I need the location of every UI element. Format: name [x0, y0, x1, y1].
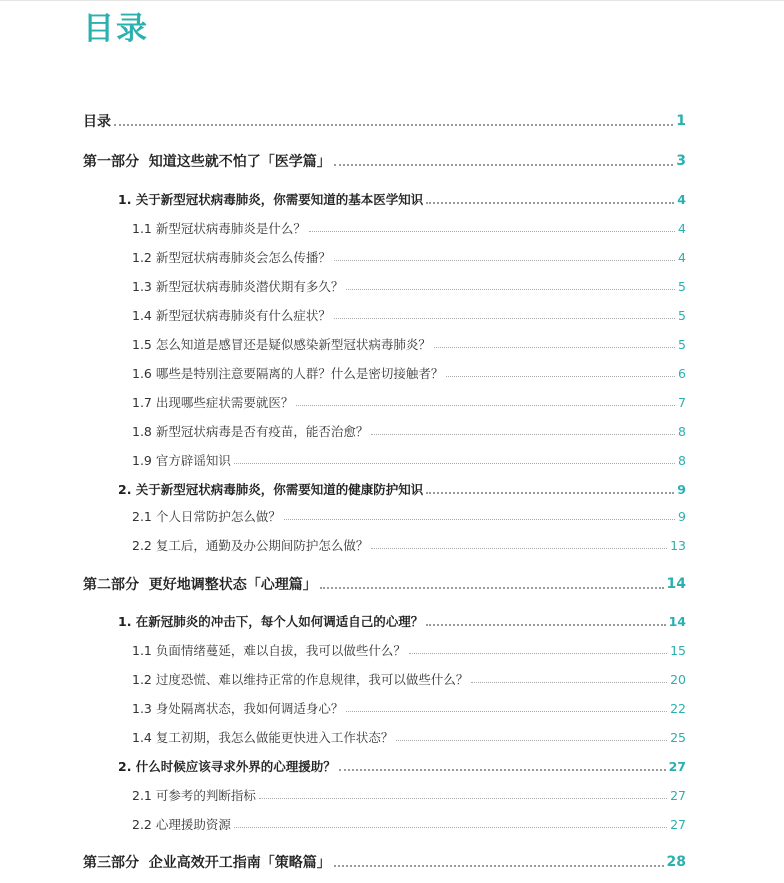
dot-leader [426, 624, 665, 626]
toc-entry[interactable] [132, 246, 686, 268]
toc-entry-label: 1. 在新冠肺炎的冲击下，每个人如何调适自己的心理？ [118, 614, 424, 629]
toc-entry[interactable] [132, 275, 686, 297]
toc-entry-label: 1.2 新型冠状病毒肺炎会怎么传播？ [132, 250, 331, 265]
toc-entry-page: 27 [670, 816, 686, 832]
toc-entry-page: 7 [678, 394, 686, 410]
toc-entry[interactable] [132, 639, 686, 661]
toc-entry-label: 目录 [83, 114, 111, 130]
toc-entry-label: 2. 什么时候应该寻求外界的心理援助？ [118, 759, 336, 774]
dot-leader [396, 740, 667, 741]
toc-entry-page: 5 [678, 307, 686, 323]
toc-entry-label: 2.2 心理援助资源 [132, 817, 231, 832]
toc-entry-page: 4 [678, 220, 686, 236]
dot-leader [309, 231, 675, 232]
toc-entry[interactable] [132, 217, 686, 239]
dot-leader [339, 769, 666, 771]
dot-leader [371, 548, 667, 549]
toc-entry[interactable] [132, 449, 686, 471]
toc-entry-page: 14 [666, 576, 686, 592]
toc-entry[interactable] [132, 784, 686, 806]
toc-entry-label: 2. 关于新型冠状病毒肺炎，你需要知道的健康防护知识 [118, 482, 424, 497]
toc-entry-label: 1.5 怎么知道是感冒还是疑似感染新型冠状病毒肺炎？ [132, 337, 431, 352]
dot-leader [426, 492, 674, 494]
toc-entry-label: 1.1 负面情绪蔓延，难以自拔，我可以做些什么？ [132, 643, 406, 658]
toc-entry-label: 第三部分 企业高效开工指南「策略篇」 [83, 855, 331, 871]
toc-entry-label: 1.9 官方辟谣知识 [132, 453, 231, 468]
dot-leader [471, 682, 667, 683]
toc-entry-page: 5 [678, 278, 686, 294]
toc-entry-page: 8 [678, 423, 686, 439]
toc-entry-page: 5 [678, 336, 686, 352]
toc-entry[interactable] [132, 333, 686, 355]
dot-leader [409, 653, 667, 654]
toc-entry-label: 1.8 新型冠状病毒是否有疫苗，能否治愈？ [132, 424, 369, 439]
toc-entry[interactable] [83, 110, 686, 132]
toc-entry-page: 4 [678, 249, 686, 265]
toc-entry-page: 25 [670, 729, 686, 745]
toc-entry[interactable] [132, 726, 686, 748]
toc-entry-label: 1. 关于新型冠状病毒肺炎，你需要知道的基本医学知识 [118, 192, 424, 207]
toc-entry[interactable] [132, 697, 686, 719]
toc-entry-page: 4 [677, 191, 686, 207]
dot-leader [320, 587, 664, 589]
toc-entry[interactable] [118, 188, 686, 210]
toc-entry-page: 27 [670, 787, 686, 803]
toc-entry-label: 1.7 出现哪些症状需要就医？ [132, 395, 294, 410]
toc-entry[interactable] [132, 534, 686, 556]
toc-entry-label: 1.6 哪些是特别注意要隔离的人群？什么是密切接触者？ [132, 366, 444, 381]
toc-entry-page: 9 [678, 508, 686, 524]
dot-leader [234, 463, 675, 464]
toc-entry[interactable] [132, 505, 686, 527]
toc-entry-page: 6 [678, 365, 686, 381]
toc-entry-page: 14 [668, 613, 686, 629]
dot-leader [234, 827, 667, 828]
toc-entry-page: 1 [676, 113, 686, 129]
dot-leader [114, 124, 673, 126]
toc-entry[interactable] [132, 813, 686, 835]
dot-leader [296, 405, 675, 406]
toc-entry-label: 1.2 过度恐慌、难以维持正常的作息规律，我可以做些什么？ [132, 672, 469, 687]
toc-entry-page: 8 [678, 452, 686, 468]
dot-leader [259, 798, 667, 799]
toc-entry-page: 27 [668, 758, 686, 774]
toc-entry-label: 2.2 复工后，通勤及办公期间防护怎么做？ [132, 538, 369, 553]
toc-entry-label: 1.3 身处隔离状态，我如何调适身心？ [132, 701, 344, 716]
toc-entry[interactable] [118, 478, 686, 500]
dot-leader [334, 865, 664, 867]
toc-entry[interactable] [118, 610, 686, 632]
toc-entry-label: 1.3 新型冠状病毒肺炎潜伏期有多久？ [132, 279, 344, 294]
toc-entry[interactable] [132, 362, 686, 384]
toc-entry-label: 第二部分 更好地调整状态「心理篇」 [83, 577, 317, 593]
toc-entry-page: 22 [670, 700, 686, 716]
toc-entry-page: 28 [666, 854, 686, 870]
dot-leader [446, 376, 675, 377]
toc-entry[interactable] [132, 420, 686, 442]
dot-leader [426, 202, 674, 204]
toc-entry[interactable] [132, 304, 686, 326]
dot-leader [334, 164, 674, 166]
dot-leader [371, 434, 675, 435]
toc-entry-page: 20 [670, 671, 686, 687]
toc-entry-page: 15 [670, 642, 686, 658]
toc-entry[interactable] [132, 391, 686, 413]
toc-entry-label: 1.4 新型冠状病毒肺炎有什么症状？ [132, 308, 331, 323]
toc-entry-page: 3 [676, 153, 686, 169]
toc-entry[interactable] [83, 573, 686, 595]
dot-leader [434, 347, 675, 348]
toc-entry[interactable] [132, 668, 686, 690]
toc-entry-label: 1.4 复工初期，我怎么做能更快进入工作状态？ [132, 730, 394, 745]
toc-entry-page: 9 [677, 481, 686, 497]
dot-leader [334, 260, 675, 261]
dot-leader [346, 711, 667, 712]
dot-leader [284, 519, 675, 520]
dot-leader [334, 318, 675, 319]
toc-entry-label: 1.1 新型冠状病毒肺炎是什么？ [132, 221, 306, 236]
toc-entry[interactable] [118, 755, 686, 777]
page-title: 目录 [83, 11, 149, 47]
toc-entry-page: 13 [670, 537, 686, 553]
toc-entry-label: 2.1 可参考的判断指标 [132, 788, 256, 803]
toc-entry-label: 2.1 个人日常防护怎么做？ [132, 509, 281, 524]
dot-leader [346, 289, 675, 290]
toc-entry[interactable] [83, 150, 686, 172]
toc-entry[interactable] [83, 851, 686, 873]
toc-entry-label: 第一部分 知道这些就不怕了「医学篇」 [83, 154, 331, 170]
